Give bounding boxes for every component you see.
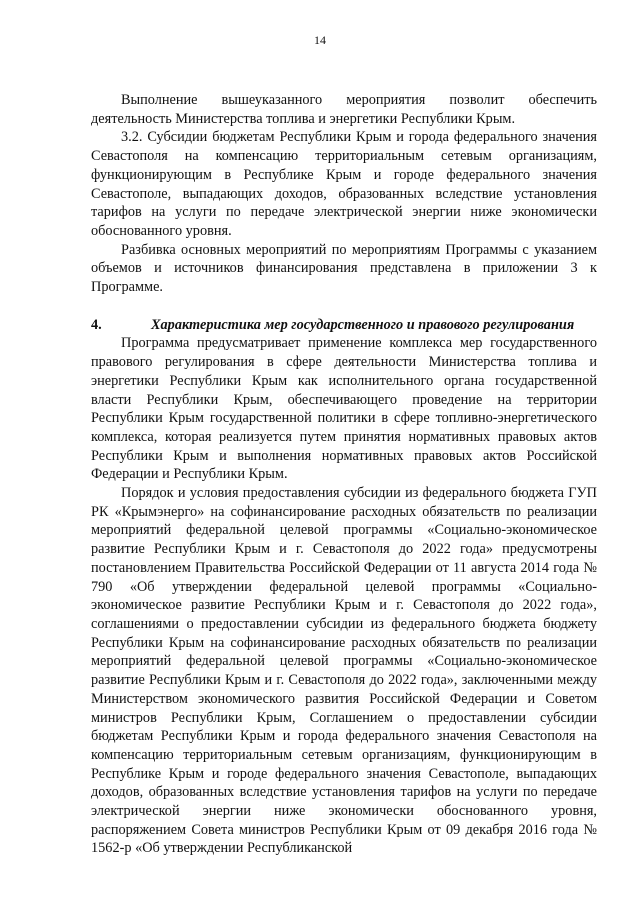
document-body bbox=[91, 91, 597, 858]
paragraph-outcome: Выполнение вышеуказанного мероприятия позволит обеспечить деятельность Министерства топлива и энергетики Республики Крым. bbox=[91, 92, 597, 127]
paragraph-breakdown: Разбивка основных мероприятий по мероприятиям Программы с указанием объемов и источников финансирования представлена в приложении 3 к Программе. bbox=[91, 241, 597, 296]
paragraph-procedure: Порядок и условия предоставления субсидии из федерального бюджета ГУП РК «Крымэнерго» на софинансирование расходных обязательств по реализации мероприятий федеральной целевой программы «Социально-экономическое развитие Республики Крым и г. Севастополя до 2022 года» предусмотрены постановлением Правительства Российской Федерации от 11 августа 2014 года № 790 «Об утверждении федеральной целевой программы «Социально-экономическое развитие Республики Крым и г. Севастополя до 2022 года», соглашениями о предоставлении субсидии из федерального бюджета бюджету Республики Крым на софинансирование расходных обязательств по реализации мероприятий федеральной целевой программы «Социально-экономическое развитие Республики Крым и г. Севастополя до 2022 года», заключенными между Министерством экономического развития Российской Федерации и Советом министров Республики Крым, Соглашением о предоставлении субсидии бюджетам Республики Крым и города федерального значения Севастополя на компенсацию территориальным сетевым организациям, функционирующим в Республике Крым и городе федерального значения Севастополе, выпадающих доходов, образованных вследствие установления тарифов на услуги по передаче электрической энергии ниже экономически обоснованного уровня, распоряжением Совета министров Республики Крым от 09 декабря 2016 года № 1562-р «Об утверждении Республиканской bbox=[91, 485, 597, 857]
section-spacer bbox=[91, 297, 597, 316]
section-title: Характеристика мер государственного и правового регулирования bbox=[151, 316, 575, 333]
section-heading bbox=[91, 316, 597, 335]
paragraph-regulation: Программа предусматривает применение комплекса мер государственного правового регулирования в сфере деятельности Министерства топлива и энергетики Республики Крым как исполнительного органа государственной власти Республики Крым, обеспечивающего проведение на территории Республики Крым государственной политики в сфере топливно-энергетического комплекса, которая реализуется путем принятия нормативных правовых актов Республики Крым и выполнения нормативных правовых актов Российской Федерации и Республики Крым. bbox=[91, 335, 597, 483]
paragraph-subsidies: 3.2. Субсидии бюджетам Республики Крым и города федерального значения Севастополя на компенсацию территориальным сетевым организациям, функционирующим в Республике Крым и городе федерального значения Севастополе, выпадающих доходов, образованных вследствие установления тарифов на услуги по передаче электрической энергии ниже экономически обоснованного уровня. bbox=[91, 129, 597, 239]
section-number: 4. bbox=[91, 316, 102, 333]
page-number: 14 bbox=[314, 33, 326, 47]
